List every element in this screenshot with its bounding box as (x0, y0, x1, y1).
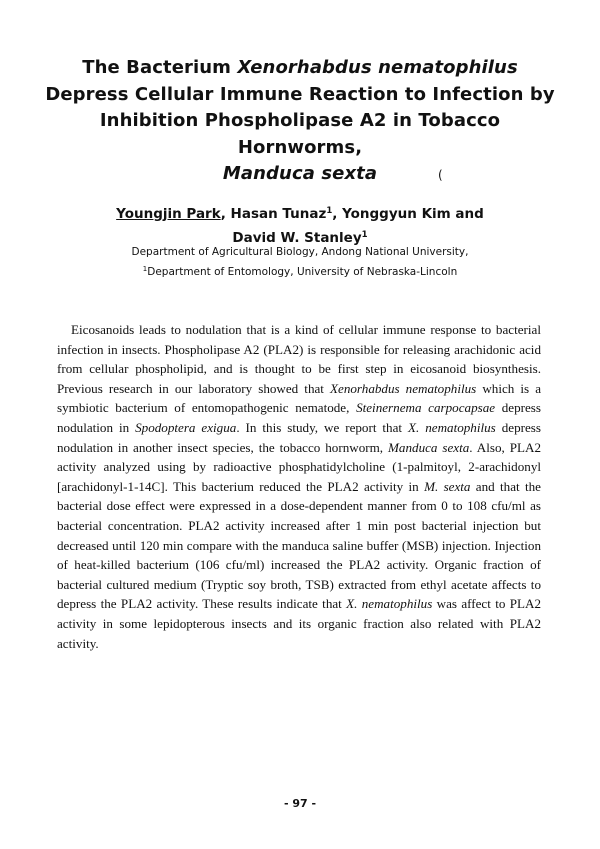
author-4-affil-mark: 1 (361, 230, 368, 240)
abstract-text: which is a symbiotic bacterium of entomopathogenic nematode, (57, 380, 542, 416)
abstract-species: Steinernema carpocapsae (356, 400, 496, 416)
author-separator: and (450, 206, 484, 222)
abstract-species: X. nematophilus (408, 419, 496, 435)
abstract-text: depress nodulation in (57, 400, 541, 435)
title-text-1: The Bacterium (82, 57, 238, 78)
abstract-species: X. nematophilus (346, 596, 433, 612)
abstract-text: . Also, PLA2 activity analyzed using by radioactive phosphatidylcholine (1-palmitoyl, 2-arachidonyl [arachidonyl-1-14C]. This bacterium reduced the PLA2 activity in (57, 439, 541, 494)
abstract-text: was affect to PLA2 activity in some lepidopterous insects and its organic fraction also related with PLA2 activity. (57, 596, 541, 651)
abstract-text: . In this study, we report that (236, 419, 408, 435)
author-4: David W. Stanley (232, 230, 362, 246)
affiliation-1: Department of Agricultural Biology, Andong National University, (131, 246, 469, 258)
page-number: - 97 - (283, 797, 317, 810)
paper-title (40, 55, 560, 188)
author-list (70, 201, 530, 249)
title-species-2: Manduca sexta (222, 163, 378, 184)
affiliation-2: Department of Entomology, University of Nebraska-Lincoln (147, 266, 458, 278)
title-species-1: Xenorhabdus nematophilus (237, 57, 518, 78)
affiliations (60, 244, 540, 281)
author-2: Hasan Tunaz (230, 206, 327, 222)
author-2-affil-mark: 1 (326, 206, 333, 216)
title-text-2: Depress Cellular Immune Reaction to Infection by Inhibition Phospholipase A2 in Tobacco Hornworms, (45, 83, 555, 158)
abstract-species: Xenorhabdus nematophilus (330, 380, 477, 396)
author-3: Yonggyun Kim (342, 206, 451, 222)
abstract-species: M. sexta (424, 478, 471, 494)
abstract-text: Eicosanoids leads to nodulation that is a kind of cellular immune response to bacterial infection in insects. Phospholipase A2 (PLA2) is responsible for releasing arachidonic acid from cellular phospholipid, and is thought to be first step in eicosanoid biosynthesis. Previous research in our laboratory showed that (57, 322, 541, 396)
author-separator: , (220, 206, 231, 222)
abstract-text: and that the bacterial dose effect were expressed in a dose-dependent manner from 0 to 108 cfu/ml as bacterial concentration. PLA2 activity increased after 1 min post bacterial injection but decreased until 120 min compare with the manduca saline buffer (MSB) injection. Injection of heat-killed bacterium (106 cfu/ml) increased the PLA2 activity. Organic fraction of bacterial cultured medium (Tryptic soy broth, TSB) extracted from ethyl acetate affects to depress the PLA2 activity. These results indicate that (57, 478, 541, 612)
affiliation-2-mark: 1 (142, 265, 148, 273)
abstract-text: depress nodulation in another insect species, the tobacco hornworm, (57, 419, 541, 455)
abstract-species: Spodoptera exigua (135, 419, 237, 435)
stray-mark: ( (438, 168, 443, 182)
abstract-species: Manduca sexta (388, 439, 470, 455)
abstract-body (57, 320, 541, 653)
author-1: Youngjin Park (116, 206, 221, 222)
author-separator: , (332, 206, 343, 222)
